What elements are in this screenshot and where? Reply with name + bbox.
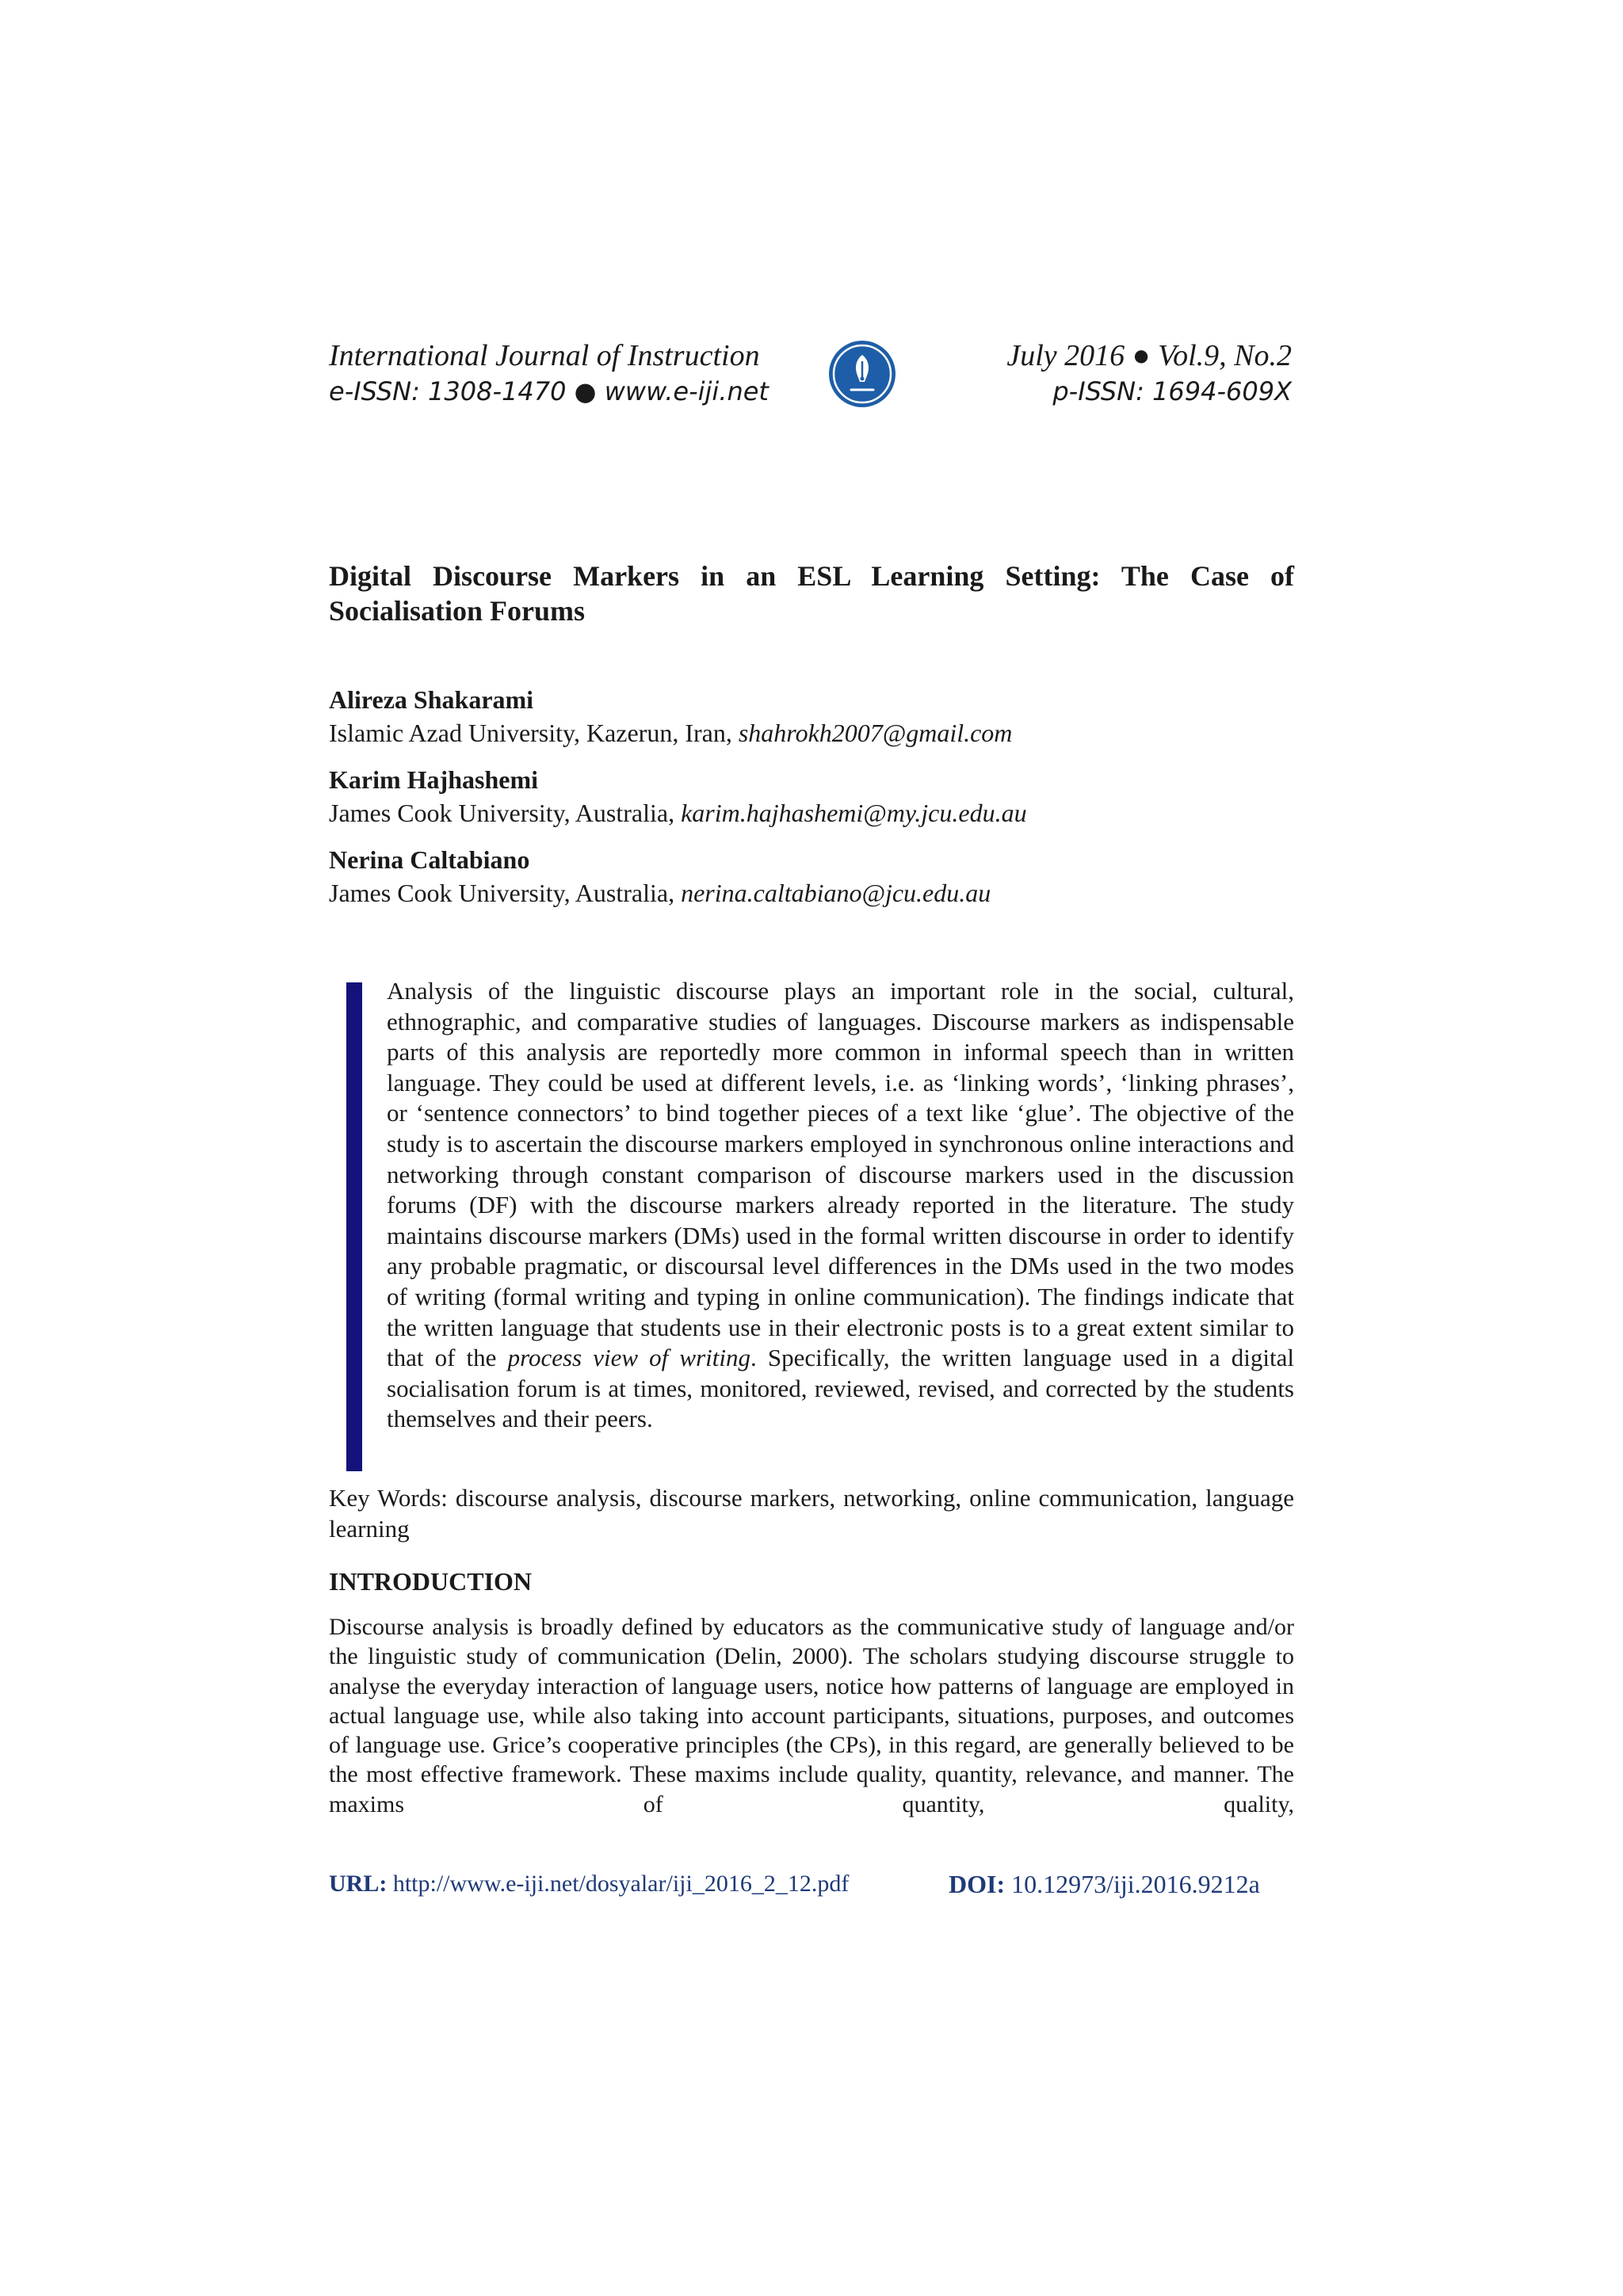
journal-name: International Journal of Instruction [329,339,760,372]
author-block [329,843,1294,910]
author-name: Karim Hajhashemi [329,765,538,794]
journal-pissn: p-ISSN: 1694-609X [1052,376,1292,406]
paper-url-link[interactable]: http://www.e-iji.net/dosyalar/iji_2016_2_12.pdf [392,1871,850,1897]
journal-issue-date: July 2016 ● Vol.9, No.2 [1006,339,1292,372]
abstract-text-part1: Analysis of the linguistic discourse plays an important role in the social, cultural, ethnographic, and comparative studies of languages. Discourse markers as indispensable parts of this analysis are reportedly more common in informal speech than in written language. They could be used at different levels, i.e. as ‘linking words’, ‘linking phrases’, or ‘sentence connectors’ to bind together pieces of a text like ‘glue’. The objective of the study is to ascertain the discourse markers employed in synchronous online interactions and networking through constant comparison of discourse markers used in the discussion forums (DF) with the discourse markers already reported in the literature. The study maintains discourse markers (DMs) used in the formal written discourse in order to identify any probable pragmatic, or discoursal level differences in the DMs used in the two modes of writing (formal writing and typing in online communication). The findings indicate that the written language that students use in their electronic posts is to a great extent similar to that of the [387,977,1294,1372]
author-email[interactable]: nerina.caltabiano@jcu.edu.au [681,879,991,907]
journal-logo-icon [827,339,897,409]
journal-header-right [1006,337,1292,408]
keywords: Key Words: discourse analysis, discourse markers, networking, online communication, language learning [329,1484,1294,1543]
url-label: URL: [329,1871,388,1897]
author-name: Nerina Caltabiano [329,845,530,874]
author-affiliation-line [329,716,1294,749]
journal-eissn: e-ISSN: 1308-1470 ● www.e-iji.net [329,376,769,406]
abstract-text-part2: . Specifically, the written language used in a digital socialisation forum is at times, monitored, reviewed, revised, and corrected by the students themselves and their peers. [387,1344,1295,1433]
abstract-accent-bar [346,982,362,1471]
introduction-text: Discourse analysis is broadly defined by educators as the communicative study of language and/or the linguistic study of communication (Delin, 2000). The scholars studying discourse struggle to analyse the everyday interaction of language users, notice how patterns of language are employed in actual language use, while also taking into account participants, situations, purposes, and outcomes of language use. Grice’s cooperative principles (the CPs), in this regard, are generally believed to be the most effective framework. These maxims include quality, quantity, relevance, and manner. The maxims of quantity, quality, [329,1614,1294,1817]
journal-header-left [329,337,769,408]
abstract-emphasis: process view of writing [507,1344,750,1372]
author-affiliation: James Cook University, Australia, [329,879,682,907]
author-block [329,763,1294,830]
author-email[interactable]: shahrokh2007@gmail.com [738,719,1013,747]
doi-link[interactable]: 10.12973/iji.2016.9212a [1011,1870,1260,1898]
author-affiliation-line [329,876,1294,910]
author-affiliation-line [329,796,1294,830]
paper-title: Digital Discourse Markers in an ESL Learning Setting: The Case of Socialisation Forums [329,560,1294,627]
author-email[interactable]: karim.hajhashemi@my.jcu.edu.au [681,799,1027,827]
doi-block [949,1868,1260,1900]
author-affiliation: James Cook University, Australia, [329,799,682,827]
doi-label: DOI: [949,1870,1006,1898]
author-affiliation: Islamic Azad University, Kazerun, Iran, [329,719,739,747]
author-name: Alireza Shakarami [329,685,534,714]
section-heading-introduction: INTRODUCTION [329,1567,533,1596]
page-footer [329,1868,1294,1900]
author-block [329,683,1294,749]
abstract [387,976,1294,1435]
